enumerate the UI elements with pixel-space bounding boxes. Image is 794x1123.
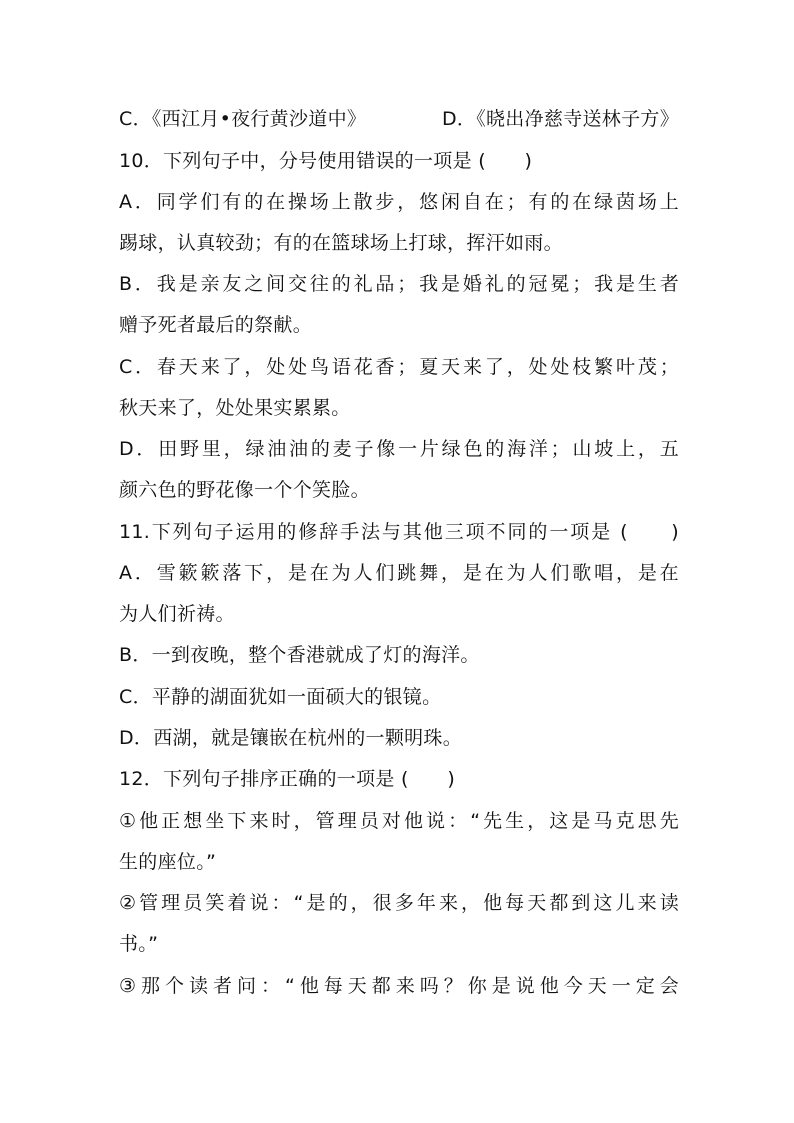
q9-options-row (119, 107, 679, 131)
q10-option-d-line2: 颜六色的野花像一个个笑脸。 (119, 479, 370, 501)
q10-option-b-line1: B．我是亲友之间交往的礼品；我是婚礼的冠冕；我是生者 (119, 273, 679, 295)
q12-stem: 12．下列句子排序正确的一项是 ( ) (119, 768, 456, 790)
q12-sentence1-line2: 生的座位。” (119, 851, 217, 873)
q10-option-c-line2: 秋天来了，处处果实累累。 (119, 397, 351, 419)
q10-option-a-line1: A．同学们有的在操场上散步，悠闲自在；有的在绿茵场上 (119, 191, 679, 213)
q11-option-a-line2: 为人们祈祷。 (119, 603, 235, 625)
q12-sentence1-line1: ①他正想坐下来时，管理员对他说：“先生，这是马克思先 (119, 810, 679, 832)
q11-option-a-line1: A．雪簌簌落下，是在为人们跳舞，是在为人们歌唱，是在 (119, 562, 679, 584)
q10-option-d-line1: D．田野里，绿油油的麦子像一片绿色的海洋；山坡上，五 (119, 438, 679, 460)
q12-sentence3-line1: ③那个读者问：“他每天都来吗？你是说他今天一定会 (119, 975, 679, 997)
q11-stem: 11.下列句子运用的修辞手法与其他三项不同的一项是 ( ) (119, 521, 679, 543)
q11-option-c: C．平静的湖面犹如一面硕大的银镜。 (119, 686, 442, 708)
q12-sentence2-line1: ②管理员笑着说：“是的，很多年来，他每天都到这儿来读 (119, 892, 679, 914)
q12-sentence2-line2: 书。” (119, 933, 159, 955)
q9-option-c: C．《西江月•夜行黄沙道中》 (119, 108, 367, 130)
q10-option-b-line2: 赠予死者最后的祭献。 (119, 314, 313, 336)
q10-option-a-line2: 踢球，认真较劲；有的在篮球场上打球，挥汗如雨。 (119, 232, 563, 254)
q9-option-d: D．《晓出净慈寺送林子方》 (441, 108, 679, 130)
q10-option-c-line1: C．春天来了，处处鸟语花香；夏天来了，处处枝繁叶茂； (119, 356, 679, 378)
q11-option-d: D．西湖，就是镶嵌在杭州的一颗明珠。 (119, 727, 463, 749)
q11-option-b: B．一到夜晚，整个香港就成了灯的海洋。 (119, 644, 480, 666)
q10-stem: 10．下列句子中，分号使用错误的一项是 ( ) (119, 150, 533, 172)
